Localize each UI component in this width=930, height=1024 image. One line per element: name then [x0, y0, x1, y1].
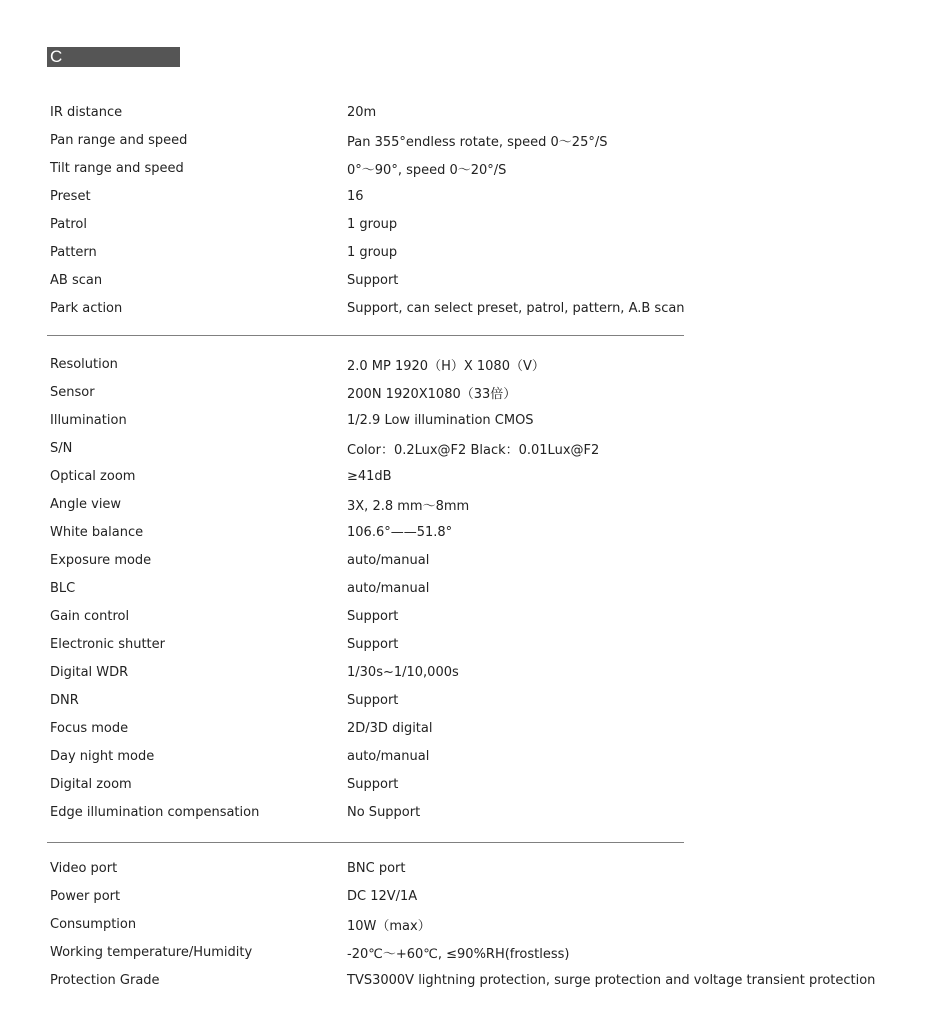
- spec-value: 10W（max）: [347, 918, 431, 934]
- spec-value: auto/manual: [347, 552, 430, 568]
- spec-value: Color：0.2Lux@F2 Black：0.01Lux@F2: [347, 442, 600, 458]
- spec-value: BNC port: [347, 860, 406, 876]
- spec-value: 1/2.9 Low illumination CMOS: [347, 412, 534, 428]
- spec-value: DC 12V/1A: [347, 888, 418, 904]
- spec-row: [50, 966, 930, 994]
- spec-value: 1 group: [347, 216, 398, 232]
- spec-row: [50, 714, 930, 742]
- spec-value: Pan 355°endless rotate, speed 0～25°/S: [347, 134, 608, 150]
- spec-row: [50, 154, 930, 182]
- spec-label: Angle view: [50, 496, 122, 512]
- spec-label: Exposure mode: [50, 552, 152, 568]
- spec-label: Focus mode: [50, 720, 129, 736]
- spec-row: [50, 350, 930, 378]
- spec-value: auto/manual: [347, 580, 430, 596]
- spec-row: [50, 742, 930, 770]
- spec-label: Consumption: [50, 916, 137, 932]
- spec-section-ptz: [50, 98, 930, 322]
- spec-value: Support: [347, 636, 399, 652]
- section-header-label: C: [50, 47, 63, 66]
- spec-row: [50, 630, 930, 658]
- spec-value: 16: [347, 188, 364, 204]
- spec-row: [50, 798, 930, 826]
- spec-value: -20℃～+60℃, ≤90%RH(frostless): [347, 946, 570, 962]
- spec-label: Digital WDR: [50, 664, 129, 680]
- spec-value: Support: [347, 776, 399, 792]
- spec-label: Working temperature/Humidity: [50, 944, 253, 960]
- spec-row: [50, 602, 930, 630]
- spec-label: Resolution: [50, 356, 118, 372]
- spec-label: BLC: [50, 580, 76, 596]
- spec-label: Gain control: [50, 608, 130, 624]
- spec-label: Pattern: [50, 244, 97, 260]
- spec-label: Day night mode: [50, 748, 155, 764]
- spec-row: [50, 910, 930, 938]
- spec-value: Support: [347, 608, 399, 624]
- spec-label: Optical zoom: [50, 468, 136, 484]
- section-divider: [47, 842, 684, 843]
- spec-row: [50, 770, 930, 798]
- spec-value: Support: [347, 272, 399, 288]
- spec-value: 106.6°——51.8°: [347, 524, 453, 540]
- spec-value: 1/30s~1/10,000s: [347, 664, 459, 680]
- spec-label: Protection Grade: [50, 972, 160, 988]
- spec-value: 2.0 MP 1920（H）X 1080（V）: [347, 358, 545, 374]
- spec-value: Support: [347, 692, 399, 708]
- spec-value: 2D/3D digital: [347, 720, 433, 736]
- spec-row: [50, 462, 930, 490]
- spec-row: [50, 574, 930, 602]
- spec-value: No Support: [347, 804, 421, 820]
- spec-label: Edge illumination compensation: [50, 804, 260, 820]
- spec-row: [50, 210, 930, 238]
- spec-row: [50, 406, 930, 434]
- spec-row: [50, 882, 930, 910]
- spec-row: [50, 854, 930, 882]
- spec-value: 200N 1920X1080（33倍）: [347, 386, 517, 402]
- spec-section-camera: [50, 350, 930, 826]
- spec-value: 3X, 2.8 mm～8mm: [347, 498, 470, 514]
- spec-label: White balance: [50, 524, 144, 540]
- spec-value: auto/manual: [347, 748, 430, 764]
- spec-value: 1 group: [347, 244, 398, 260]
- spec-label: IR distance: [50, 104, 123, 120]
- spec-row: [50, 98, 930, 126]
- section-header-bar: [47, 47, 180, 67]
- spec-row: [50, 434, 930, 462]
- spec-row: [50, 182, 930, 210]
- spec-row: [50, 266, 930, 294]
- spec-value: TVS3000V lightning protection, surge protection and voltage transient protection: [347, 972, 876, 988]
- spec-label: S/N: [50, 440, 73, 456]
- spec-value: 0°～90°, speed 0～20°/S: [347, 162, 507, 178]
- spec-row: [50, 518, 930, 546]
- spec-row: [50, 378, 930, 406]
- spec-value: Support, can select preset, patrol, pattern, A.B scan: [347, 300, 685, 316]
- spec-label: Preset: [50, 188, 91, 204]
- spec-row: [50, 938, 930, 966]
- spec-label: Sensor: [50, 384, 95, 400]
- spec-label: Electronic shutter: [50, 636, 166, 652]
- spec-row: [50, 238, 930, 266]
- spec-row: [50, 490, 930, 518]
- spec-label: AB scan: [50, 272, 103, 288]
- spec-label: Pan range and speed: [50, 132, 188, 148]
- spec-section-general: [50, 854, 930, 994]
- spec-label: Digital zoom: [50, 776, 132, 792]
- spec-row: [50, 294, 930, 322]
- spec-value: 20m: [347, 104, 377, 120]
- spec-row: [50, 546, 930, 574]
- spec-row: [50, 126, 930, 154]
- spec-label: Video port: [50, 860, 118, 876]
- section-divider: [47, 335, 684, 336]
- spec-row: [50, 686, 930, 714]
- spec-label: Park action: [50, 300, 123, 316]
- spec-label: Patrol: [50, 216, 87, 232]
- spec-row: [50, 658, 930, 686]
- spec-label: Power port: [50, 888, 121, 904]
- spec-label: Tilt range and speed: [50, 160, 184, 176]
- spec-label: DNR: [50, 692, 79, 708]
- spec-value: ≥41dB: [347, 468, 392, 484]
- spec-label: Illumination: [50, 412, 127, 428]
